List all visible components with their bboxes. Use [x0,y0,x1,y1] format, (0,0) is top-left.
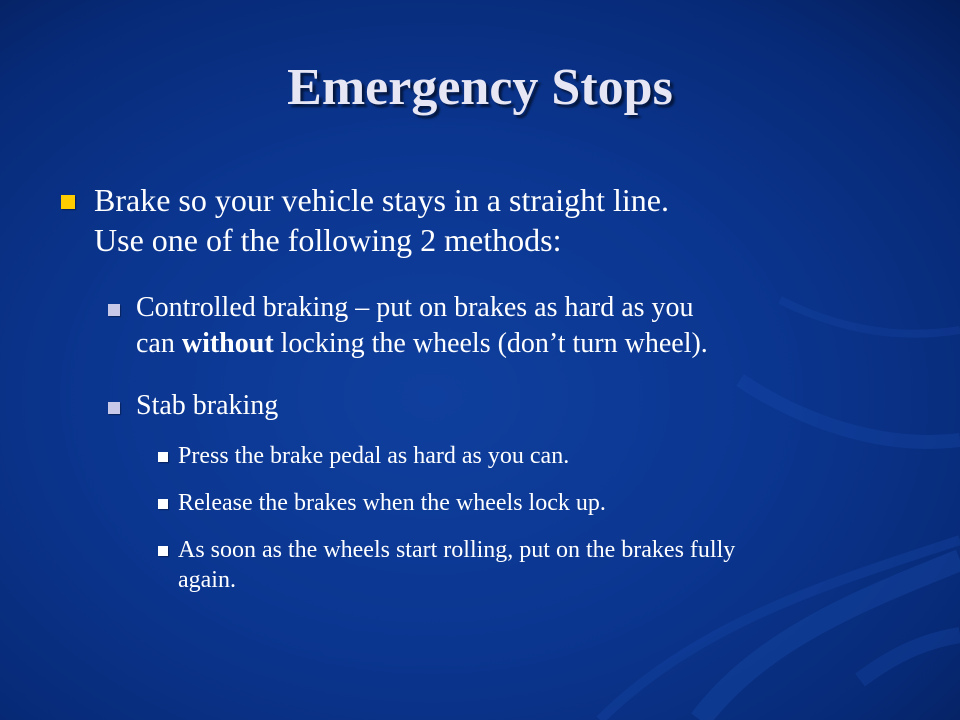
slide-title: Emergency Stops [287,59,673,116]
bullet-text: locking the wheels (don’t turn wheel). [273,328,708,359]
bullet-level2-controlled-braking [136,290,896,362]
bullet-level3-release-brakes [178,488,918,518]
bullet-level3-resume-braking [178,535,918,595]
bullet-line: Controlled braking – put on brakes as hard as you [136,292,694,323]
bullet-square-icon [158,499,168,509]
bullet-square-icon [158,452,168,462]
bullet-line: Use one of the following 2 methods: [94,222,562,258]
bullet-square-icon [158,546,168,556]
bullet-line: Brake so your vehicle stays in a straight line. [94,182,669,218]
bullet-text: can [136,328,182,359]
bullet-line: again. [178,567,236,593]
bold-emphasis: without [181,328,274,359]
bullet-line: Stab braking [136,390,279,421]
bullet-square-icon [61,195,75,209]
bullet-square-icon [108,402,120,414]
bullet-level1 [94,180,884,260]
bullet-level3-press-pedal [178,441,918,471]
bullet-square-icon [108,304,120,316]
bullet-line: Release the brakes when the wheels lock up. [178,490,606,516]
bullet-line: As soon as the wheels start rolling, put on the brakes fully [178,537,736,563]
bullet-line: Press the brake pedal as hard as you can. [178,443,570,469]
bullet-level2-stab-braking [136,388,896,424]
